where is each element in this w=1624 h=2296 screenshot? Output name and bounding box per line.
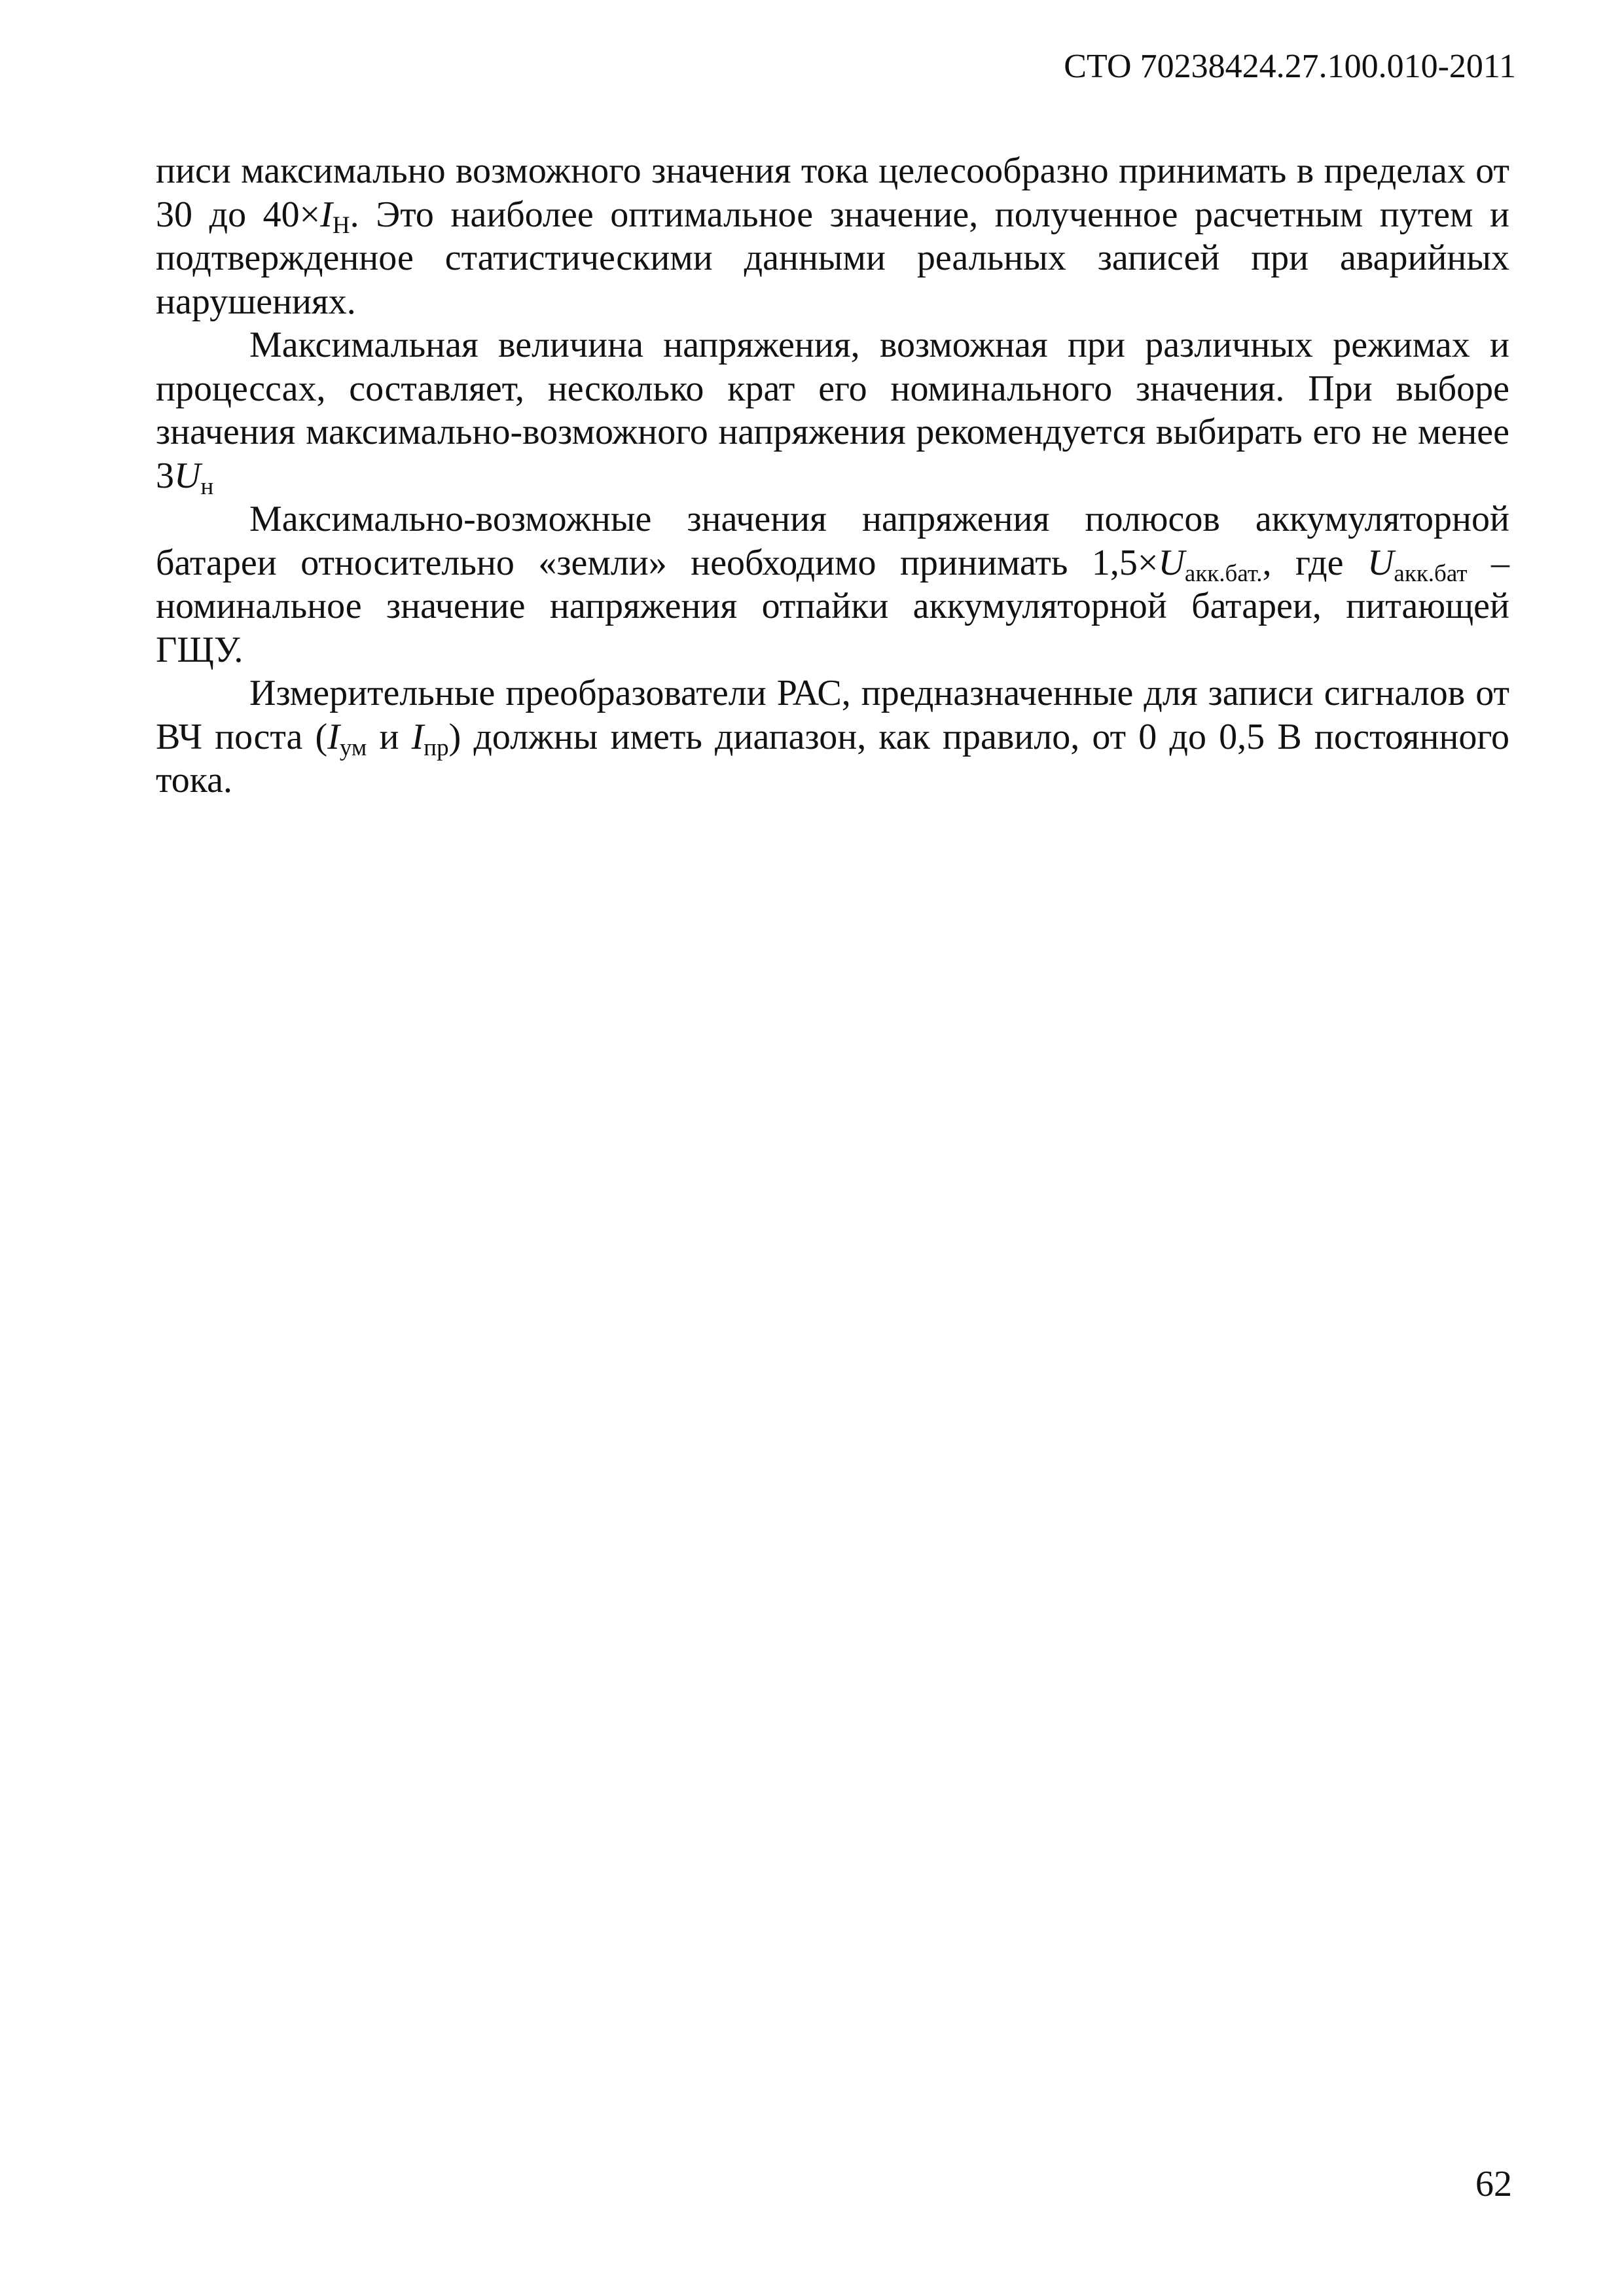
paragraph-battery-voltage (156, 497, 1509, 672)
text-run: . Это наиболее оптимальное значение, полученное расчетным путем и подтвержденное статистическими данными реальных записей при аварийных нарушениях. (156, 194, 1510, 322)
paragraph-max-voltage (156, 323, 1509, 500)
page-header (1064, 46, 1516, 88)
variable-symbol: I (327, 716, 340, 757)
variable-subscript: ум (339, 734, 367, 761)
variable-symbol: I (411, 716, 424, 757)
body-text (156, 149, 1509, 802)
text-run: писи максимально возможного значения тока целесообразно принимать в пределах от 30 до 40× (156, 151, 1509, 235)
variable-symbol: I (320, 194, 333, 235)
variable-symbol: U (1158, 542, 1185, 583)
text-run: и (367, 716, 412, 757)
variable-subscript: Н (332, 211, 350, 239)
paragraph-current-limit (156, 149, 1509, 323)
variable-subscript: акк.бат (1394, 560, 1468, 587)
text-run: ) должны иметь диапазон, как правило, от 0 до 0,5 В постоянного тока. (156, 716, 1510, 800)
variable-subscript: пр (424, 734, 449, 761)
page-number: 62 (1475, 2164, 1512, 2204)
text-run: – номинальное значение напряжения отпайки аккумуляторной батареи, питающей ГЩУ. (156, 542, 1509, 670)
text-run: Максимальная величина напряжения, возможная при различных режимах и процессах, составляет, несколько крат его номинального значения. При выборе значения максимально-возможного напряжения рекомендуется выбирать его не менее 3 (156, 325, 1509, 496)
text-run: Измерительные преобразователи РАС, предназначенные для записи сигналов от ВЧ поста ( (156, 673, 1509, 757)
text-run: , где (1262, 542, 1367, 583)
variable-subscript: н (200, 473, 214, 500)
variable-symbol: U (174, 455, 201, 496)
paragraph-measuring-transducers (156, 672, 1509, 802)
document-code: СТО 70238424.27.100.010-2011 (1064, 48, 1516, 85)
variable-symbol: U (1367, 542, 1394, 583)
text-run: Максимально-возможные значения напряжения полюсов аккумуляторной батареи относительно «земли» необходимо принимать 1,5× (156, 499, 1509, 583)
variable-subscript: акк.бат. (1184, 560, 1263, 587)
